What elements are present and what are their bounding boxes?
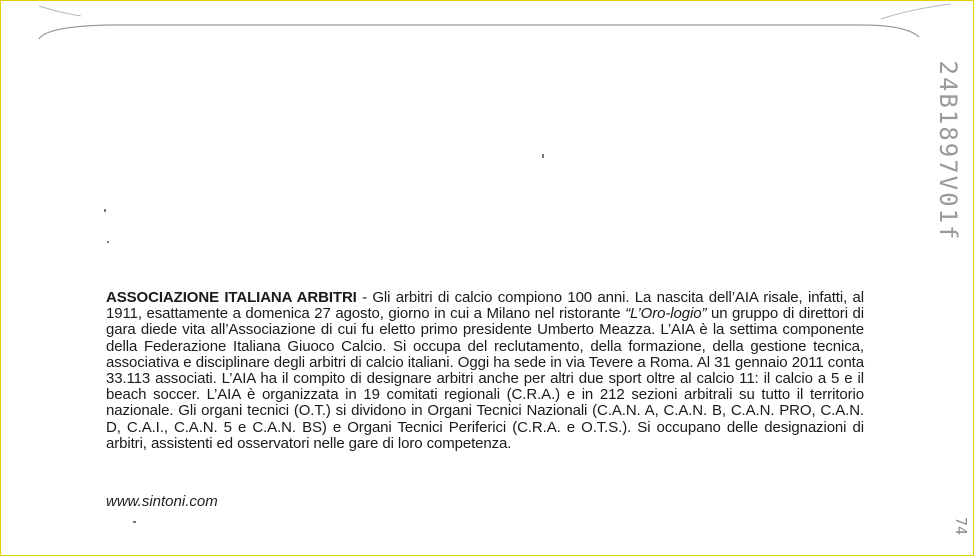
- website-url: www.sintoni.com: [106, 493, 218, 510]
- envelope-flap-edge: [1, 1, 973, 61]
- lead-separator: -: [356, 289, 373, 306]
- paper-mark: [107, 241, 109, 243]
- pencil-corner-number: 74: [952, 516, 970, 536]
- envelope-back: [1, 1, 973, 555]
- paper-mark: [542, 154, 544, 158]
- paper-mark: [104, 209, 106, 212]
- paper-mark: [133, 521, 136, 523]
- pencil-annotation: 24B1897V01f: [934, 60, 962, 242]
- paragraph-part-1: Gli arbitri di calcio compiono 100 anni. La nascita dell’AIA risale, infatti, al 1911, esattamente a domenica 27 agosto, giorno in cui a Milano nel ristorante: [106, 289, 864, 323]
- restaurant-name: “L’Oro-logio”: [625, 305, 707, 323]
- lead-heading: ASSOCIAZIONE ITALIANA ARBITRI: [106, 289, 357, 306]
- paragraph-part-2: un gruppo di direttori di gara diede vita all’Associazione di cui fu eletto primo presidente Umberto Meazza. L’AIA è la settima componente della Federazione Italiana Giuoco Calcio. Si occupa del reclutamento, della formazione, della gestione tecnica, associativa e disciplinare degli arbitri di calcio italiani. Oggi ha sede in via Tevere a Roma. Al 31 gennaio 2011 conta 33.113 associati. L’AIA ha il compito di designare arbitri anche per altri due sport oltre al calcio 11: il calcio a 5 e il beach soccer. L’AIA è organizzata in 19 comitati regionali (C.R.A.) e in 212 sezioni arbitrali su tutto il territorio nazionale. Gli organi tecnici (O.T.) si dividono in Organi Tecnici Nazionali (C.A.N. A, C.A.N. B, C.A.N. PRO, C.A.N. D, C.A.I., C.A.N. 5 e C.A.N. BS) e Organi Tecnici Periferici (C.R.A. e O.T.S.). Si occupano delle designazioni di arbitri, assistenti ed osservatori nelle gare di loro competenza.: [106, 305, 864, 452]
- association-description: [106, 290, 864, 452]
